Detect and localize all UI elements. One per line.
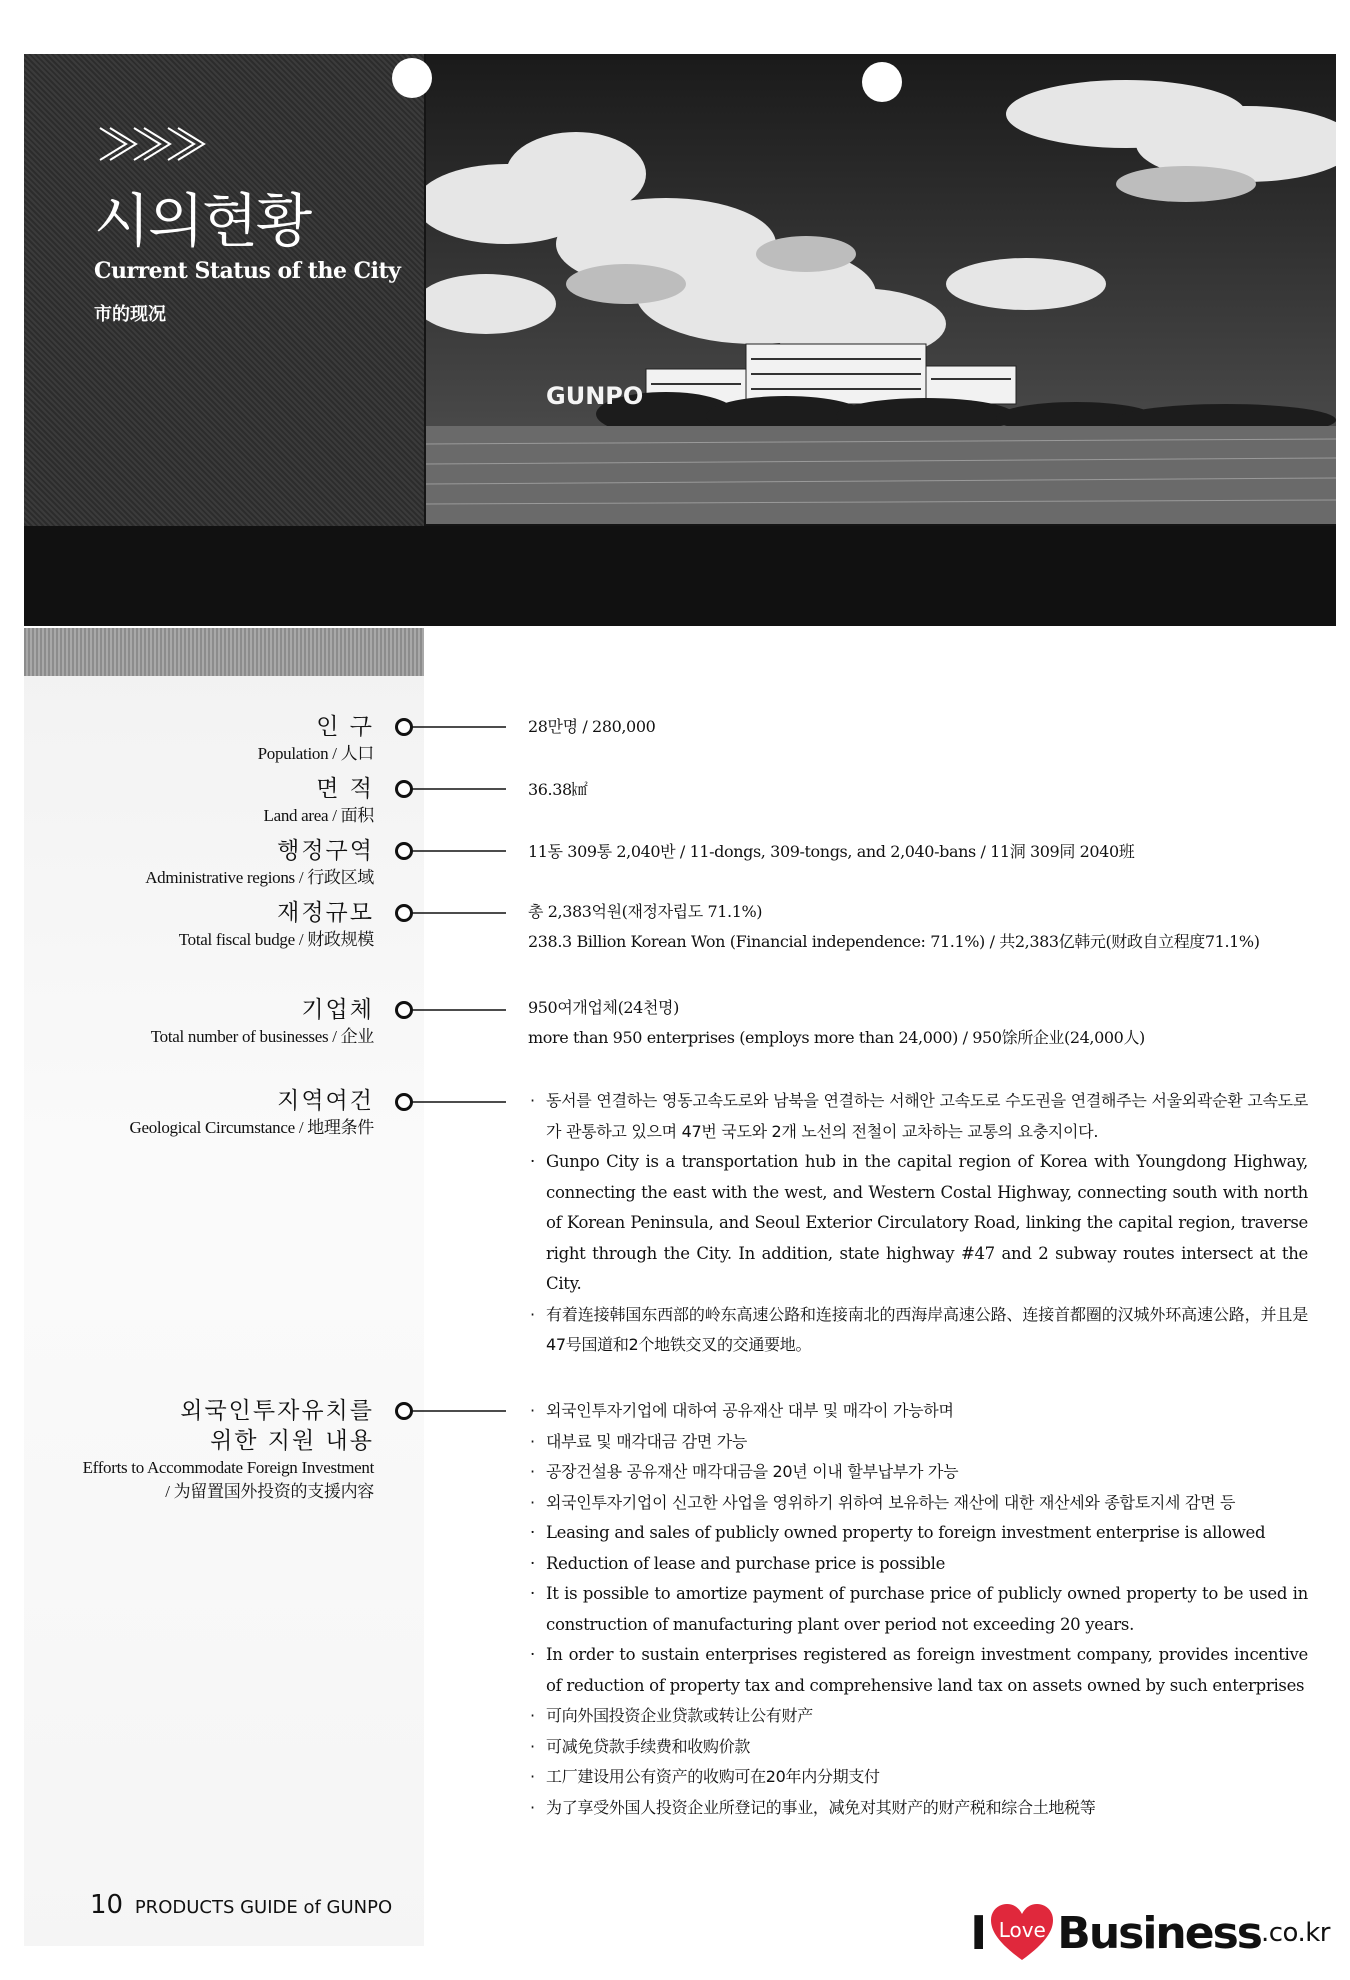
value-land-area: 36.38㎢ <box>528 780 588 799</box>
list-item: · 可向外国投资企业贷款或转让公有财产 <box>530 1701 1308 1732</box>
page-number: 10 <box>90 1890 124 1920</box>
label-businesses-sub: Total number of businesses / 企业 <box>150 1027 374 1046</box>
label-foreign-en: Efforts to Accommodate Foreign Investment <box>82 1458 374 1477</box>
list-item: · 외국인투자기업에 대하여 공유재산 대부 및 매각이 가능하며 <box>530 1396 1308 1427</box>
chevrons-icon <box>96 124 206 164</box>
label-admin-regions <box>145 836 374 890</box>
label-foreign-cn: / 为留置国外投资的支援内容 <box>165 1482 374 1501</box>
label-fiscal-budget <box>179 898 374 952</box>
page-footer <box>90 1890 392 1920</box>
connector-icon <box>394 1401 506 1421</box>
list-item: · 공장건설용 공유재산 매각대금을 20년 이내 할부납부가 가능 <box>530 1457 1308 1488</box>
label-admin-regions-sub: Administrative regions / 行政区域 <box>145 868 374 887</box>
label-geo-ko: 지역여건 <box>277 1088 374 1114</box>
value-population: 28만명 / 280,000 <box>528 717 656 736</box>
label-foreign-ko-1: 외국인투자유치를 <box>180 1398 374 1424</box>
header-band <box>24 54 1336 626</box>
label-population <box>258 712 374 766</box>
gray-strip <box>24 628 424 676</box>
city-hall-photo <box>426 54 1336 524</box>
brand-domain: .co.kr <box>1260 1918 1330 1948</box>
label-businesses <box>151 995 374 1049</box>
heart-icon <box>991 1904 1053 1962</box>
label-businesses-ko: 기업체 <box>301 997 374 1023</box>
value-businesses-en: more than 950 enterprises (employs more than 24,000) / 950馀所企业(24,000人) <box>528 1028 1145 1047</box>
header-title-panel <box>24 54 424 528</box>
value-fiscal-budget-en: 238.3 Billion Korean Won (Financial independence: 71.1%) / 共2,383亿韩元(财政自立程度71.1%) <box>528 932 1260 951</box>
connector-icon <box>394 1000 506 1020</box>
list-item: · 대부료 및 매각대금 감면 가능 <box>530 1427 1308 1458</box>
list-item: · Leasing and sales of publicly owned property to foreign investment enterprise is allowed <box>530 1518 1308 1549</box>
list-item: · It is possible to amortize payment of purchase price of publicly owned property to be used in construction of manufacturing plant over period not exceeding 20 years. <box>530 1579 1308 1640</box>
label-land-area-sub: Land area / 面积 <box>263 806 374 825</box>
label-fiscal-budget-ko: 재정규모 <box>277 900 374 926</box>
gunpo-sign: GUNPO <box>546 382 644 410</box>
label-land-area <box>263 774 374 828</box>
list-item: · Reduction of lease and purchase price is possible <box>530 1549 1308 1580</box>
value-admin-regions: 11동 309통 2,040반 / 11-dongs, 309-tongs, and 2,040-bans / 11洞 309同 2040班 <box>528 842 1135 861</box>
label-fiscal-budget-sub: Total fiscal budge / 财政规模 <box>178 930 374 949</box>
list-item: · 为了享受外国人投资企业所登记的事业，减免对其财产的财产税和综合土地税等 <box>530 1793 1308 1824</box>
connector-icon <box>394 841 506 861</box>
page-title-chinese: 市的现况 <box>94 304 166 325</box>
label-population-ko: 인 구 <box>316 714 374 740</box>
brand-business: Business <box>1057 1907 1261 1959</box>
list-item: · 외국인투자기업이 신고한 사업을 영위하기 위하여 보유하는 재산에 대한 재산세와 종합토지세 감면 등 <box>530 1488 1308 1519</box>
list-item: · Gunpo City is a transportation hub in the capital region of Korea with Youngdong Highway, connecting the east with the west, and Western Costal Highway, connecting south with north of Korean Peninsula, and Seoul Exterior Circulatory Road, linking the capital region, traverse right through the City. In addition, state highway #47 and 2 subway routes intersect at the City. <box>530 1147 1308 1300</box>
label-geo-sub: Geological Circumstance / 地理条件 <box>129 1118 374 1137</box>
label-admin-regions-ko: 행정구역 <box>277 838 374 864</box>
list-item: · 工厂建设用公有资产的收购可在20年内分期支付 <box>530 1762 1308 1793</box>
label-foreign-ko-2: 위한 지원 내용 <box>210 1428 374 1454</box>
label-geo <box>129 1086 374 1140</box>
page-title: 시의현황 <box>94 187 311 255</box>
guide-title: PRODUCTS GUIDE of GUNPO <box>134 1897 393 1918</box>
list-item: · 可减免贷款手续费和收购价款 <box>530 1732 1308 1763</box>
label-population-sub: Population / 人口 <box>257 744 374 763</box>
header-dark-band <box>24 526 1336 626</box>
label-land-area-ko: 면 적 <box>316 776 374 802</box>
brand-logo <box>970 1904 1330 1962</box>
foreign-list <box>530 1396 1308 1823</box>
brand-love: Love <box>998 1918 1046 1942</box>
list-item: · 有着连接韩国东西部的岭东高速公路和连接南北的西海岸高速公路、连接首都圈的汉城外环高速公路，并且是47号国道和2个地铁交叉的交通要地。 <box>530 1300 1308 1361</box>
geo-list <box>530 1086 1308 1361</box>
brand-i: I <box>970 1906 988 1960</box>
binder-hole <box>862 62 902 102</box>
connector-icon <box>394 1092 506 1112</box>
page-title-english: Current Status of the City <box>94 258 401 284</box>
list-item: · 동서를 연결하는 영동고속도로와 남북을 연결하는 서해안 고속도로 수도권을 연결해주는 서울외곽순환 고속도로가 관통하고 있으며 47번 국도와 2개 노선의 전철이 교차하는 교통의 요충지이다. <box>530 1086 1308 1147</box>
connector-icon <box>394 717 506 737</box>
value-fiscal-budget-ko: 총 2,383억원(재정자립도 71.1%) <box>528 902 763 921</box>
binder-hole <box>392 58 432 98</box>
connector-icon <box>394 903 506 923</box>
connector-icon <box>394 779 506 799</box>
value-businesses-ko: 950여개업체(24천명) <box>528 998 679 1017</box>
list-item: · In order to sustain enterprises registered as foreign investment company, provides incentive of reduction of property tax and comprehensive land tax on assets owned by such enterprises <box>530 1640 1308 1701</box>
label-foreign-investment <box>83 1396 374 1504</box>
